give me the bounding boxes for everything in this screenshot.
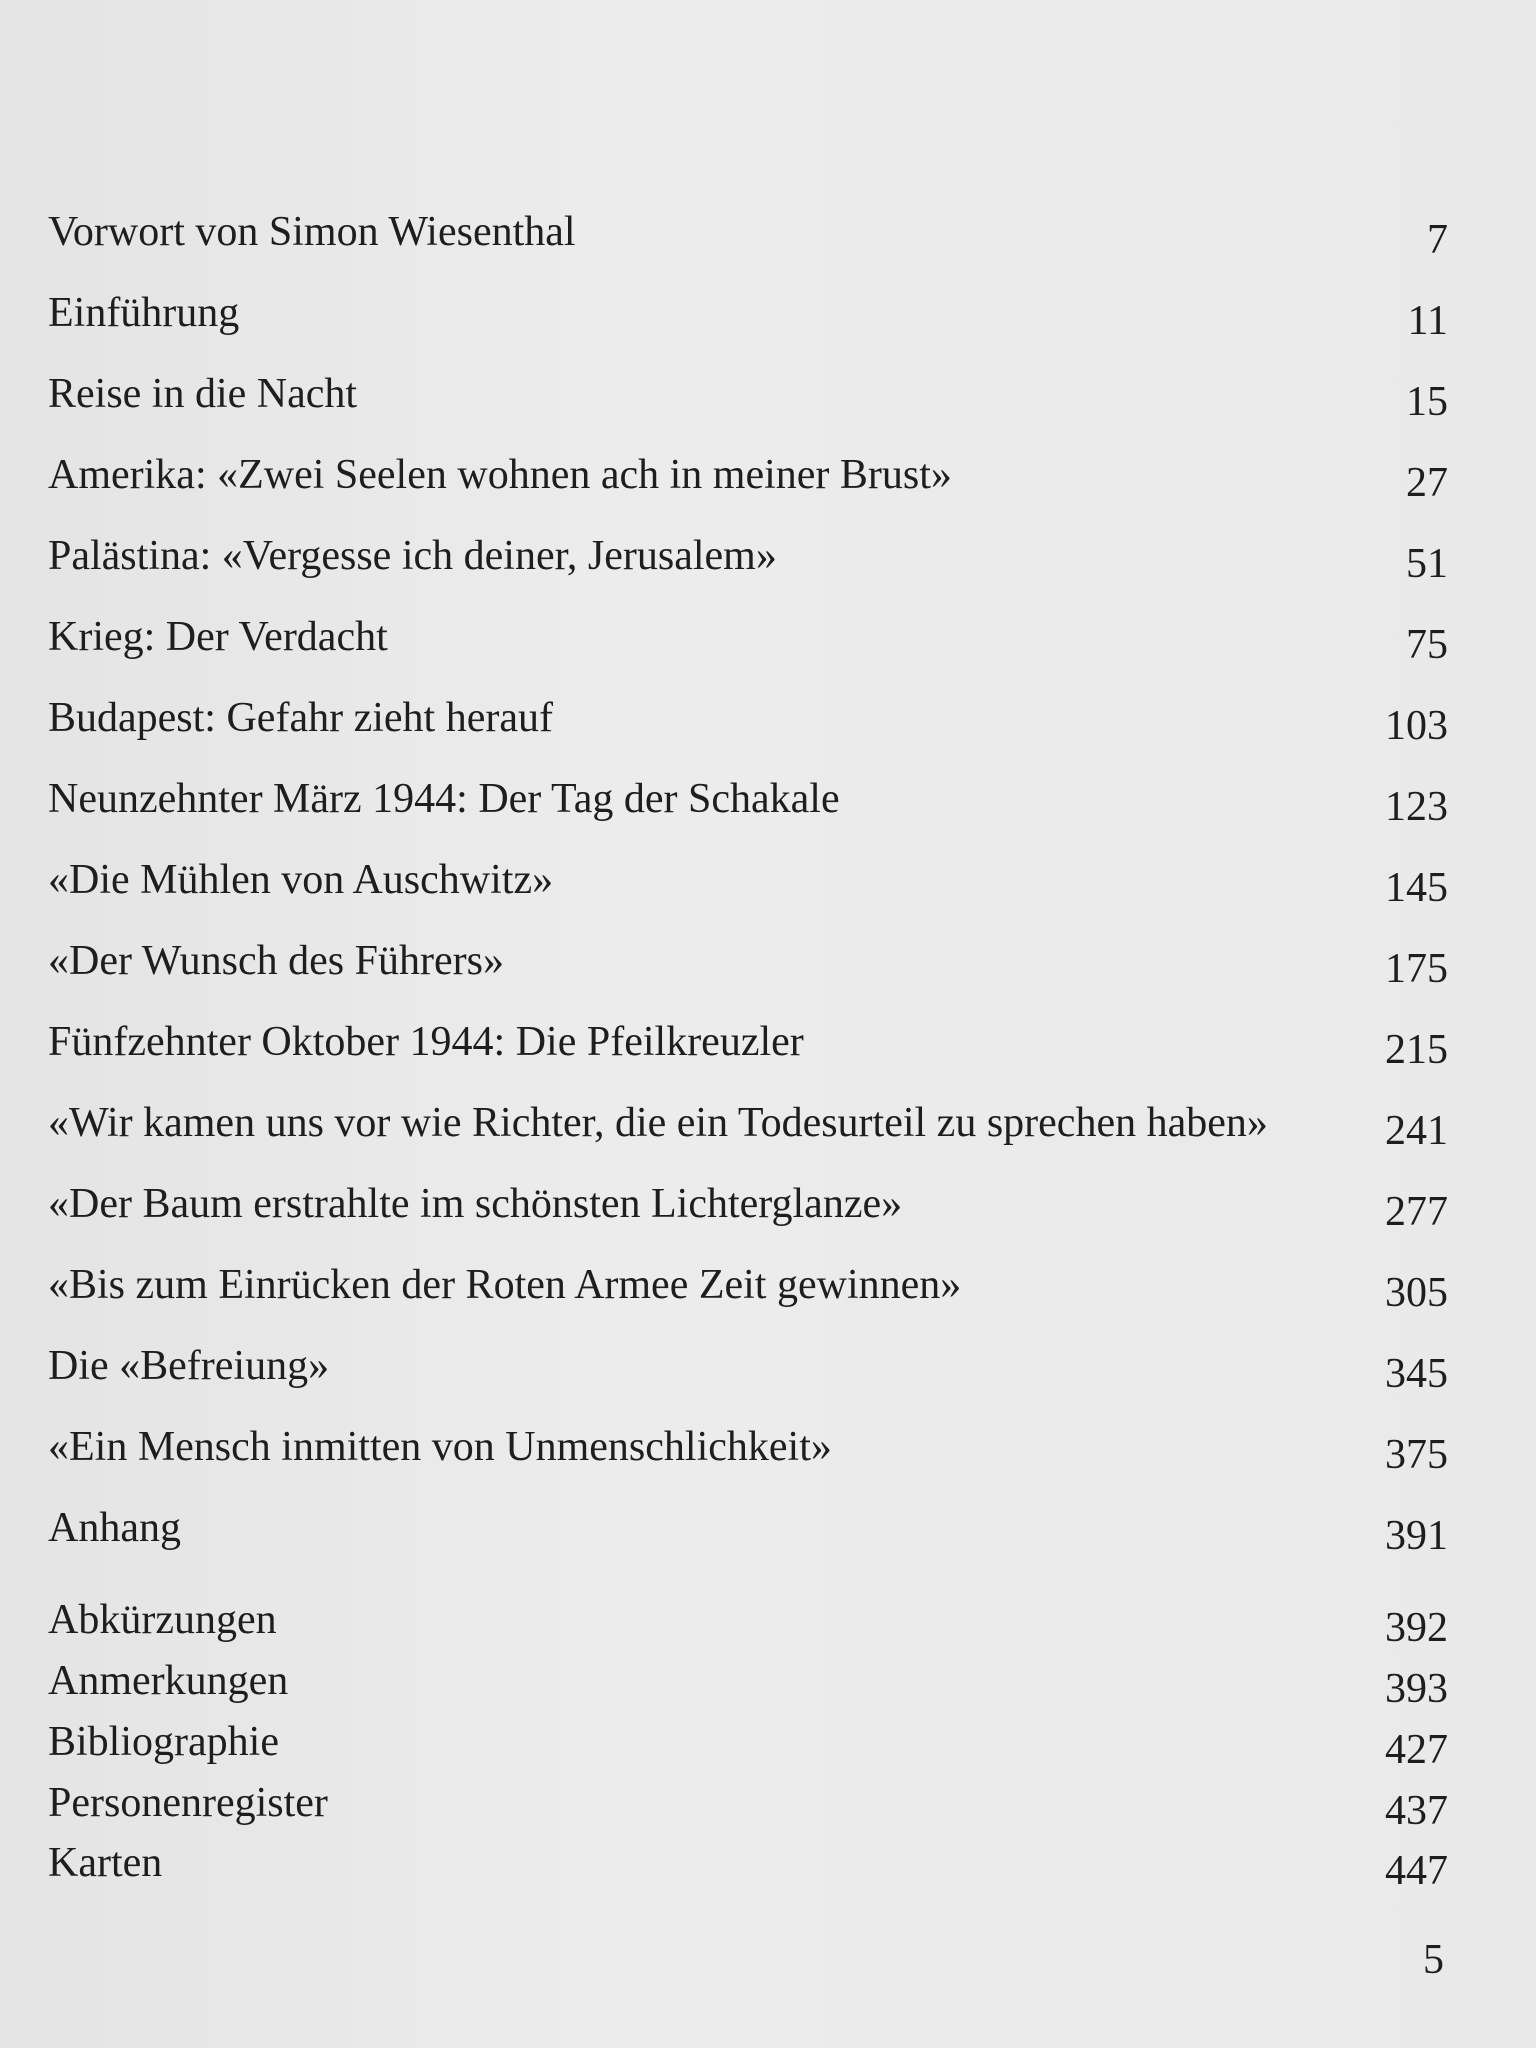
- toc-entry: [48, 688, 1448, 748]
- toc-appendix-entry: [48, 1651, 1448, 1711]
- toc-entry-title: «Ein Mensch inmitten von Unmenschlichkeit»: [48, 1424, 832, 1470]
- toc-entry-page: 392: [1385, 1605, 1448, 1651]
- toc-entry: [48, 445, 1448, 505]
- toc-entry-title: Die «Befreiung»: [48, 1343, 330, 1389]
- toc-entry-page: 393: [1385, 1666, 1448, 1712]
- toc-entry-title: Amerika: «Zwei Seelen wohnen ach in meiner Brust»: [48, 452, 952, 498]
- toc-entry-title: Budapest: Gefahr zieht herauf: [48, 695, 553, 741]
- toc-entry-page: 345: [1385, 1351, 1448, 1397]
- toc-entry-title: Fünfzehnter Oktober 1944: Die Pfeilkreuzler: [48, 1019, 804, 1065]
- toc-entry-title: Anmerkungen: [48, 1658, 289, 1704]
- toc-entry: [48, 1336, 1448, 1396]
- toc-entry: [48, 607, 1448, 667]
- toc-entry-page: 51: [1406, 541, 1448, 587]
- toc-entry-page: 215: [1385, 1027, 1448, 1073]
- toc-entry-page: 437: [1385, 1788, 1448, 1834]
- toc-entry: [48, 364, 1448, 424]
- toc-entry: [48, 283, 1448, 343]
- toc-entry-title: Vorwort von Simon Wiesenthal: [48, 209, 576, 255]
- toc-entry-title: «Bis zum Einrücken der Roten Armee Zeit gewinnen»: [48, 1262, 962, 1308]
- toc-entry-title: Anhang: [48, 1505, 181, 1551]
- toc-entry-page: 103: [1385, 703, 1448, 749]
- toc-appendix-entry: [48, 1590, 1448, 1650]
- toc-entry-title: «Wir kamen uns vor wie Richter, die ein Todesurteil zu sprechen haben»: [48, 1100, 1268, 1146]
- toc-entry-title: «Die Mühlen von Auschwitz»: [48, 857, 554, 903]
- table-of-contents: [48, 0, 1448, 2048]
- toc-entry-title: Personenregister: [48, 1780, 328, 1826]
- toc-entry-page: 277: [1385, 1189, 1448, 1235]
- toc-entry-page: 305: [1385, 1270, 1448, 1316]
- toc-entry-page: 241: [1385, 1108, 1448, 1154]
- toc-entry: [48, 526, 1448, 586]
- toc-entry-page: 175: [1385, 946, 1448, 992]
- toc-entry-title: Neunzehnter März 1944: Der Tag der Schakale: [48, 776, 840, 822]
- toc-entry-page: 447: [1385, 1848, 1448, 1894]
- toc-entry-page: 11: [1407, 298, 1448, 344]
- toc-entry-page: 7: [1427, 217, 1448, 263]
- toc-entry-title: Reise in die Nacht: [48, 371, 358, 417]
- toc-entry: [48, 1093, 1448, 1153]
- toc-entry: [48, 769, 1448, 829]
- toc-entry: [48, 850, 1448, 910]
- toc-entry-title: Bibliographie: [48, 1719, 279, 1765]
- toc-entry-page: 391: [1385, 1513, 1448, 1559]
- toc-entry: [48, 202, 1448, 262]
- toc-entry-page: 15: [1406, 379, 1448, 425]
- toc-entry: [48, 1417, 1448, 1477]
- toc-appendix-entry: [48, 1712, 1448, 1772]
- toc-appendix-entry: [48, 1773, 1448, 1833]
- toc-entry: [48, 1174, 1448, 1234]
- toc-entry-title: «Der Baum erstrahlte im schönsten Lichterglanze»: [48, 1181, 903, 1227]
- toc-entry-title: Karten: [48, 1840, 163, 1886]
- toc-appendix-entry: [48, 1833, 1448, 1893]
- toc-entry-title: Abkürzungen: [48, 1597, 277, 1643]
- toc-entry-page: 75: [1406, 622, 1448, 668]
- page-number: 5: [1423, 1937, 1444, 1983]
- toc-entry-page: 145: [1385, 865, 1448, 911]
- toc-entry: [48, 1012, 1448, 1072]
- toc-entry-page: 375: [1385, 1432, 1448, 1478]
- toc-entry-title: Palästina: «Vergesse ich deiner, Jerusalem»: [48, 533, 777, 579]
- toc-entry-title: Krieg: Der Verdacht: [48, 614, 388, 660]
- toc-entry-page: 427: [1385, 1727, 1448, 1773]
- toc-entry-page: 27: [1406, 460, 1448, 506]
- toc-entry: [48, 1255, 1448, 1315]
- toc-entry-page: 123: [1385, 784, 1448, 830]
- toc-entry-title: Einführung: [48, 290, 240, 336]
- toc-entry-title: «Der Wunsch des Führers»: [48, 938, 504, 984]
- toc-entry: [48, 931, 1448, 991]
- toc-entry: [48, 1498, 1448, 1558]
